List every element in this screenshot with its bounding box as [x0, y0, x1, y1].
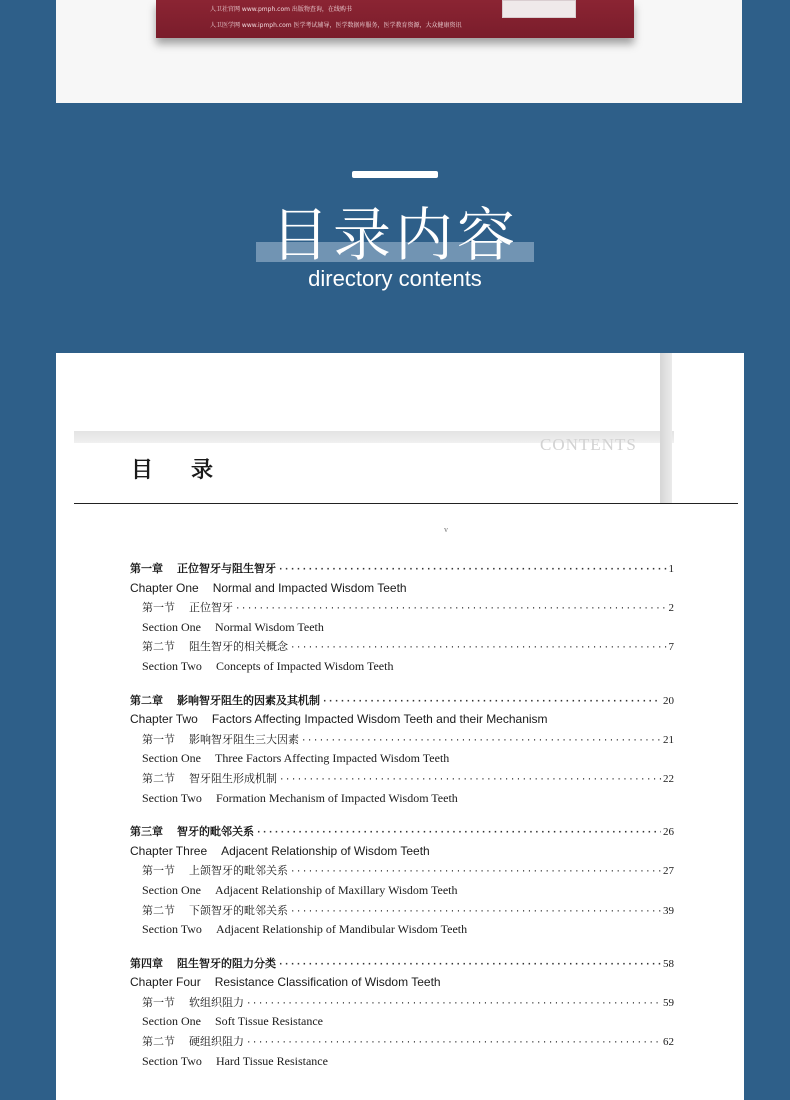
section-title-en: Normal Wisdom Teeth	[215, 619, 324, 634]
chapter-number-en: Chapter Three	[130, 843, 208, 858]
chapter-title-en: Factors Affecting Impacted Wisdom Teeth and their Mechanism	[211, 712, 548, 727]
section-title-cn: 目录内容	[270, 201, 519, 269]
page-number: 2	[668, 602, 674, 615]
chapter-title-en: Resistance Classification of Wisdom Teeth	[214, 975, 441, 990]
chapter-title-en: Normal and Impacted Wisdom Teeth	[212, 580, 407, 595]
section-title: 阻生智牙的相关概念	[189, 640, 288, 654]
page-number: 22	[663, 772, 674, 785]
chapter-block	[130, 559, 674, 677]
section-number: 第一节	[142, 995, 175, 1009]
section-title: 智牙阻生形成机制	[189, 771, 277, 785]
section-number-en: Section One	[142, 1014, 201, 1029]
section-number-en: Section One	[142, 882, 201, 897]
section-title-en: Adjacent Relationship of Maxillary Wisdom Teeth	[215, 882, 458, 897]
book-cover-image	[156, 0, 634, 38]
section-title-en: Formation Mechanism of Impacted Wisdom Teeth	[215, 790, 458, 805]
toc-chapter-en-row	[130, 842, 674, 862]
section-title: 影响智牙阻生三大因素	[189, 732, 299, 746]
section-title-en: Soft Tissue Resistance	[215, 1014, 324, 1029]
section-number-en: Section One	[142, 619, 201, 634]
page-number: 58	[663, 957, 674, 970]
page-side-strip	[660, 353, 672, 503]
chapter-number-en: Chapter Four	[130, 975, 201, 990]
page-number: 21	[663, 733, 674, 746]
section-title-en: Adjacent Relationship of Mandibular Wisdom Teeth	[215, 922, 468, 937]
toc-section-row[interactable]	[130, 901, 674, 921]
section-title-en: directory contents	[308, 266, 482, 291]
cover-text-line-2: 人卫医学网 www.ipmph.com 医学考试辅导，医学数据库服务，医学教育资源，大众健康资讯	[210, 22, 462, 29]
chapter-title: 正位智牙与阻生智牙	[177, 562, 276, 575]
header-rule	[74, 503, 738, 504]
chapter-number: 第三章	[130, 825, 163, 839]
section-number: 第二节	[142, 903, 175, 917]
toc-section-row[interactable]	[130, 637, 674, 657]
toc-chapter-en-row	[130, 710, 674, 730]
section-number-en: Section One	[142, 751, 201, 766]
toc-section-en-row	[130, 657, 674, 677]
section-number-en: Section Two	[142, 1053, 202, 1068]
page-number: 20	[663, 694, 674, 707]
section-number: 第二节	[142, 640, 175, 654]
cover-text-line-1: 人卫社官网 www.pmph.com 出版物查询，在线购书	[210, 6, 352, 13]
chapter-number: 第四章	[130, 956, 163, 970]
chapter-title: 影响智牙阻生的因素及其机制	[177, 693, 320, 707]
toc-section-row[interactable]	[130, 598, 674, 618]
chapter-number-en: Chapter One	[130, 580, 199, 595]
section-number-en: Section Two	[142, 790, 202, 805]
page-number: 27	[663, 865, 674, 878]
section-number-en: Section Two	[142, 658, 202, 673]
toc-chapter-en-row	[130, 973, 674, 993]
toc-section-row[interactable]	[130, 730, 674, 750]
toc-section-row[interactable]	[130, 861, 674, 881]
book-cover-card	[56, 0, 742, 103]
toc-chapter-row[interactable]	[130, 691, 674, 711]
section-number: 第一节	[142, 864, 175, 878]
section-title: 上颌智牙的毗邻关系	[189, 864, 288, 878]
heading-accent-bar	[352, 171, 438, 178]
cover-label-box	[502, 0, 576, 18]
chapter-block	[130, 822, 674, 940]
chapter-title-en: Adjacent Relationship of Wisdom Teeth	[221, 843, 430, 858]
section-title-en: Concepts of Impacted Wisdom Teeth	[215, 658, 394, 673]
toc-section-en-row	[130, 920, 674, 940]
page-title: 目录	[131, 457, 252, 483]
toc-section-en-row	[130, 618, 674, 638]
page-number: 1	[668, 563, 674, 575]
toc-section-row[interactable]	[130, 769, 674, 789]
page-number: 62	[663, 1036, 674, 1049]
toc-section-en-row	[130, 881, 674, 901]
section-number: 第一节	[142, 732, 175, 746]
toc-chapter-row[interactable]	[130, 954, 674, 974]
chapter-number: 第二章	[130, 693, 163, 707]
chapter-block	[130, 691, 674, 809]
section-title: 硬组织阻力	[189, 1035, 244, 1049]
toc-section-en-row	[130, 789, 674, 809]
page-mark: v	[444, 525, 448, 534]
toc-chapter-row[interactable]	[130, 822, 674, 842]
page-number: 26	[663, 826, 674, 839]
section-title-en: Hard Tissue Resistance	[215, 1053, 328, 1068]
section-number-en: Section Two	[142, 922, 202, 937]
toc-section-row[interactable]	[130, 993, 674, 1013]
toc-chapter-en-row	[130, 579, 674, 599]
section-title: 下颌智牙的毗邻关系	[189, 903, 288, 917]
table-of-contents	[130, 559, 674, 1085]
section-number: 第一节	[142, 601, 175, 615]
chapter-block	[130, 954, 674, 1072]
chapter-title: 智牙的毗邻关系	[177, 825, 254, 839]
chapter-number-en: Chapter Two	[130, 712, 198, 727]
toc-section-en-row	[130, 1052, 674, 1072]
page-number: 39	[663, 904, 674, 917]
toc-section-en-row	[130, 749, 674, 769]
section-number: 第二节	[142, 1035, 175, 1049]
page-number: 59	[663, 996, 674, 1009]
section-number: 第二节	[142, 771, 175, 785]
toc-section-en-row	[130, 1012, 674, 1032]
section-title: 软组织阻力	[189, 995, 244, 1009]
page-number: 7	[668, 641, 674, 654]
section-title-en: Three Factors Affecting Impacted Wisdom Teeth	[215, 751, 450, 766]
contents-watermark: CONTENTS	[540, 435, 637, 454]
chapter-title: 阻生智牙的阻力分类	[177, 956, 276, 970]
section-title: 正位智牙	[189, 601, 233, 615]
toc-chapter-row[interactable]	[130, 559, 674, 579]
chapter-number: 第一章	[130, 562, 163, 575]
toc-section-row[interactable]	[130, 1032, 674, 1052]
contents-page-scan	[56, 353, 744, 1100]
